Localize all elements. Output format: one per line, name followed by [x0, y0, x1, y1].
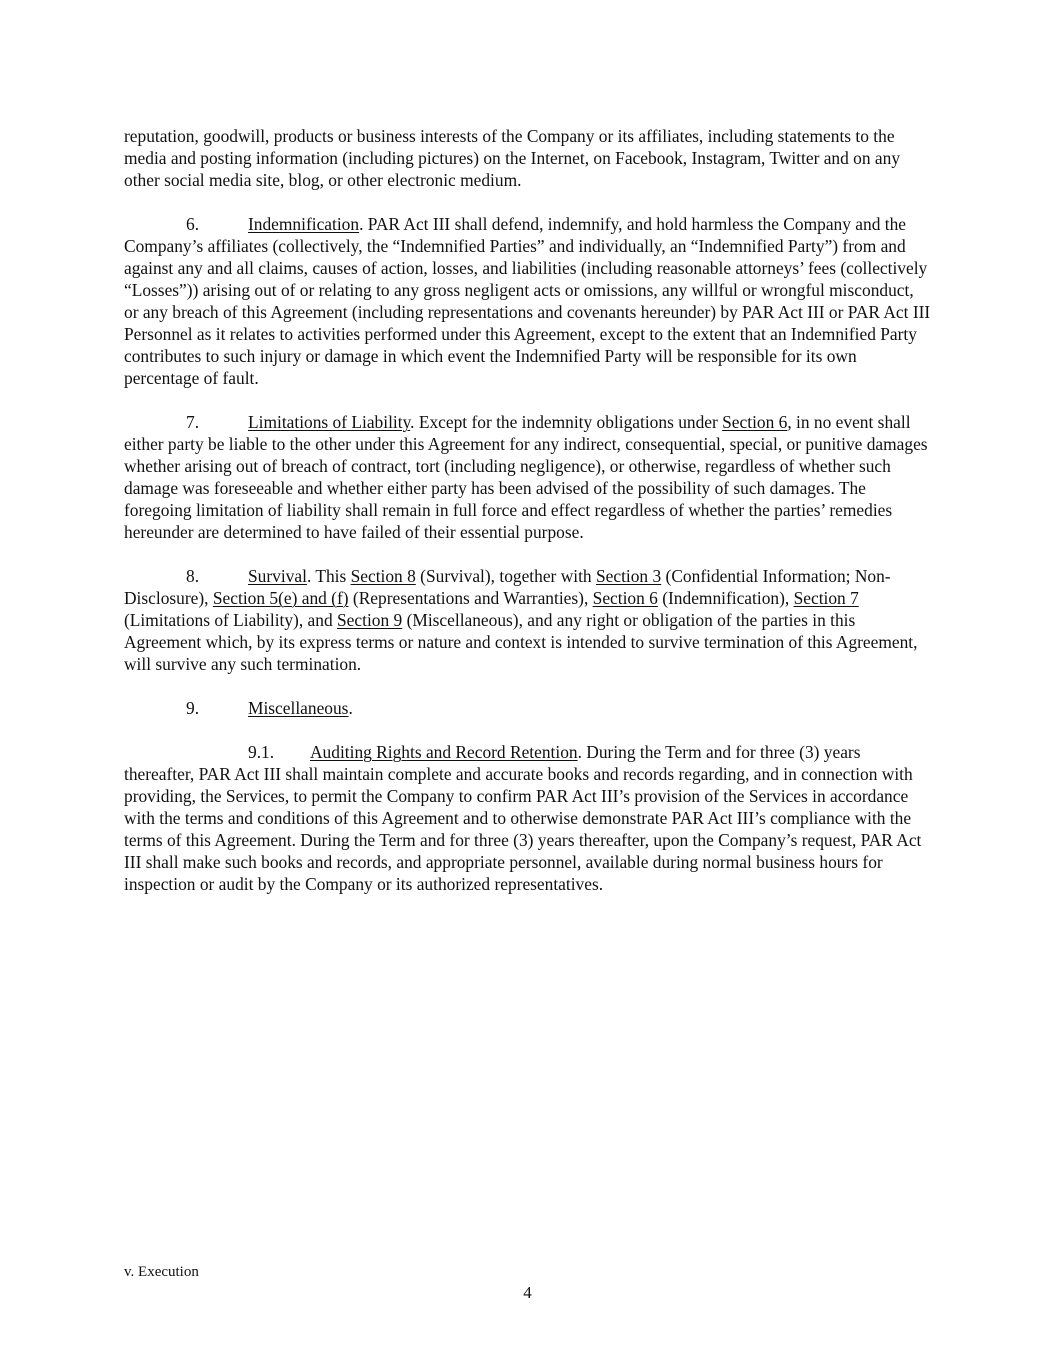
section-7-text-a: . Except for the indemnity obligations under — [410, 412, 723, 432]
section-8-ref-section-8: Section 8 — [350, 566, 416, 586]
section-9-period: . — [348, 698, 353, 718]
section-8-text-7: (Miscellaneous), and any right or obligation of the parties in this Agreement which, by its express terms or nature and context is intended to survive termination of this Agreement, will survive any such termination. — [124, 610, 918, 674]
section-7-text-b: , in no event shall either party be liable to the other under this Agreement for any indirect, consequential, special, or punitive damages whether arising out of breach of contract, tort (including negligence), or otherwise, regardless of whether such damage was foreseeable and whether either party has been advised of the possibility of such damages. The foregoing limitation of liability shall remain in full force and effect regardless of whether the parties’ remedies hereunder are determined to have failed of their essential purpose. — [124, 412, 928, 542]
section-8-number: 8. — [186, 566, 200, 586]
footer-version-label: v. Execution — [124, 1264, 199, 1280]
section-8-ref-section-6: Section 6 — [592, 588, 658, 608]
section-8-text-6: (Limitations of Liability), and — [124, 610, 337, 630]
intro-paragraph — [124, 125, 932, 191]
section-8-ref-section-3: Section 3 — [595, 566, 662, 586]
section-6-number: 6. — [186, 214, 200, 234]
section-9-1-heading: Auditing Rights and Record Retention — [310, 742, 578, 762]
page-number: 4 — [523, 1283, 532, 1302]
section-8-text-3: (Confidential Information; Non-Disclosure), — [124, 566, 891, 608]
section-8-ref-section-7: Section 7 — [793, 588, 859, 608]
section-9-1-number: 9.1. — [248, 742, 275, 762]
section-7-ref-section-6: Section 6 — [722, 412, 788, 432]
section-7-paragraph — [124, 411, 932, 543]
section-8-text-1: . This — [306, 566, 351, 586]
section-7-heading: Limitations of Liability — [248, 412, 411, 432]
section-8-text-5: (Indemnification), — [657, 588, 794, 608]
section-7-number: 7. — [186, 412, 200, 432]
section-9-number: 9. — [186, 698, 200, 718]
section-9-1-text: . During the Term and for three (3) years thereafter, PAR Act III shall maintain complete and accurate books and records regarding, and in connection with providing, the Services, to permit the Company to confirm PAR Act III’s provision of the Services in accordance with the terms and conditions of this Agreement and to otherwise demonstrate PAR Act III’s compliance with the terms of this Agreement. During the Term and for three (3) years thereafter, upon the Company’s request, PAR Act III shall make such books and records, and appropriate personnel, available during normal business hours for inspection or audit by the Company or its authorized representatives. — [124, 742, 922, 894]
section-8-ref-section-5: Section 5(e) and (f) — [212, 588, 349, 608]
section-9-heading: Miscellaneous — [248, 698, 349, 718]
section-9-1-paragraph — [124, 741, 932, 895]
section-6-paragraph — [124, 213, 932, 389]
section-8-paragraph — [124, 565, 932, 675]
section-8-text-4: (Representations and Warranties), — [348, 588, 593, 608]
section-8-ref-section-9: Section 9 — [337, 610, 403, 630]
intro-text: reputation, goodwill, products or business interests of the Company or its affiliates, including statements to the media and posting information (including pictures) on the Internet, on Facebook, Instagram, Twitter and on any other social media site, blog, or other electronic medium. — [124, 126, 901, 190]
document-body — [124, 125, 932, 917]
section-6-text: . PAR Act III shall defend, indemnify, and hold harmless the Company and the Company’s affiliates (collectively, the “Indemnified Parties” and individually, an “Indemnified Party”) from and against any and all claims, causes of action, losses, and liabilities (including reasonable attorneys’ fees (collectively “Losses”)) arising out of or relating to any gross negligent acts or omissions, any willful or wrongful misconduct, or any breach of this Agreement (including representations and covenants hereunder) by PAR Act III or PAR Act III Personnel as it relates to activities performed under this Agreement, except to the extent that an Indemnified Party contributes to such injury or damage in which event the Indemnified Party will be responsible for its own percentage of fault. — [124, 214, 931, 388]
section-8-text-2: (Survival), together with — [415, 566, 596, 586]
section-9-paragraph — [124, 697, 932, 719]
section-8-heading: Survival — [248, 566, 307, 586]
section-6-heading: Indemnification — [248, 214, 360, 234]
